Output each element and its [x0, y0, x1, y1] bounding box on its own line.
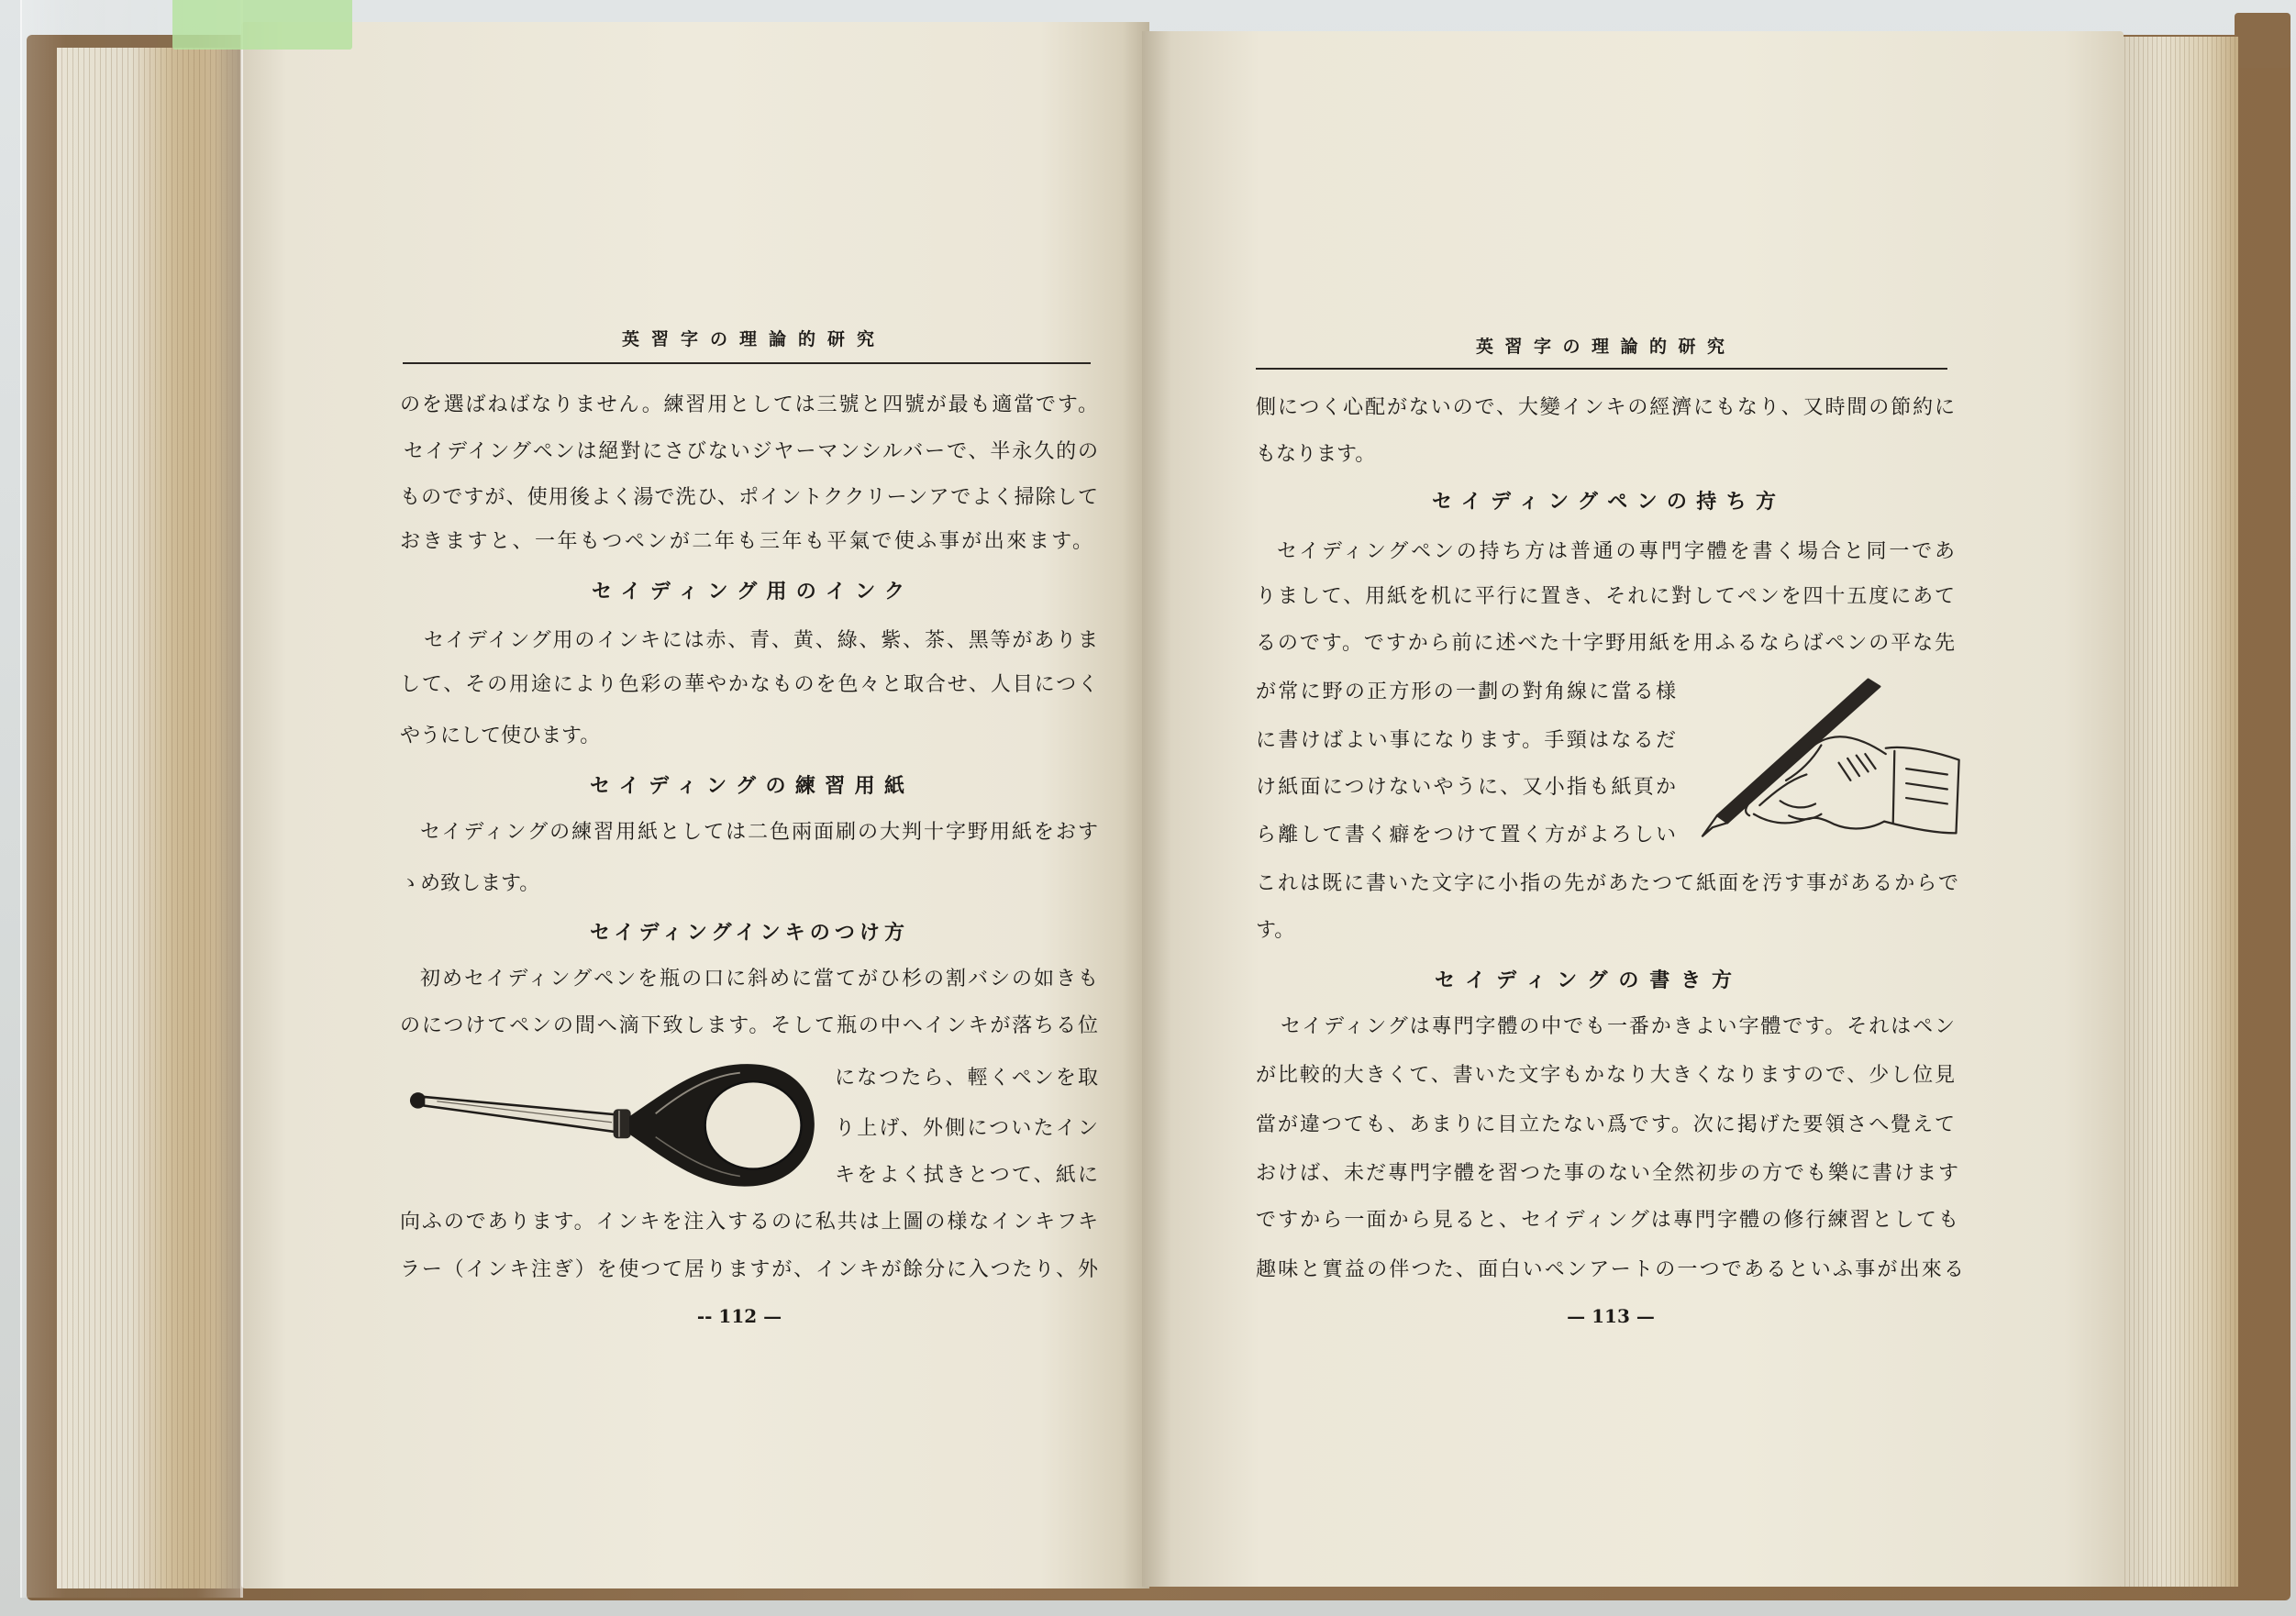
body-line: して、その用途により色彩の華やかなものを色々と取合せ、人目につく: [400, 673, 1098, 696]
section-heading: セイディングの練習用紙: [590, 774, 904, 798]
body-line: け紙面につけないやうに、又小指も紙頁か: [1256, 776, 1676, 799]
section-heading: セイディングペンの持ち方: [1432, 490, 1776, 514]
body-line: ら離して書く癖をつけて置く方がよろしい: [1256, 824, 1676, 847]
body-line: り上げ、外側についたイン: [835, 1117, 1098, 1140]
body-line: になつたら、輕くペンを取: [835, 1067, 1098, 1090]
running-head: 英習字の理論的研究: [622, 329, 874, 349]
hand-holding-pen-icon: [1698, 678, 1962, 849]
book-cover-corner: [2235, 13, 2290, 68]
body-line: 側につく心配がないので、大變インキの經濟にもなり、又時間の節約に: [1256, 396, 1955, 419]
sticky-tab: [172, 0, 352, 50]
plastic-sleeve: [20, 0, 243, 1598]
body-line: 趣味と實益の伴つた、面白いペンアートの一つであるといふ事が出來る: [1256, 1258, 1964, 1281]
header-rule: [403, 362, 1091, 364]
ink-filler-icon: [407, 1061, 816, 1192]
body-line: おきますと、一年もつペンが二年も三年も平氣で使ふ事が出來ます。: [400, 530, 1093, 553]
body-line: に書けばよい事になります。手頸はなるだ: [1256, 729, 1676, 752]
body-line: 初めセイディングペンを瓶の口に斜めに當てがひ杉の割バシの如きも: [420, 968, 1098, 991]
body-line: のを選ばねばなりません。練習用としては三號と四號が最も適當です。: [400, 393, 1098, 416]
body-line: が常に野の正方形の一劃の對角線に當る様: [1256, 681, 1676, 703]
body-line: セイディングペンの持ち方は普通の專門字體を書く場合と同一であ: [1277, 540, 1955, 563]
body-line: が比較的大きくて、書いた文字もかなり大きくなりますので、少し位見: [1256, 1064, 1955, 1087]
body-line: これは既に書いた文字に小指の先があたつて紙面を汚す事があるからで: [1256, 872, 1958, 895]
running-head: 英習字の理論的研究: [1476, 337, 1725, 357]
page-number: — 113 —: [1567, 1305, 1655, 1327]
body-line: ゝめ致します。: [400, 872, 540, 895]
page-number: -- 112 —: [696, 1305, 782, 1327]
header-rule: [1256, 368, 1947, 370]
left-page: [241, 22, 1149, 1588]
section-heading: セイディングの書き方: [1435, 968, 1732, 992]
body-line: のにつけてペンの間へ滴下致します。そして瓶の中へインキが落ちる位: [400, 1014, 1098, 1037]
body-line: 向ふのであります。インキを注入するのに私共は上圖の様なインキフキ: [400, 1211, 1098, 1234]
body-line: セイデイングペンは絕對にさびないジヤーマンシルバーで、半永久的の: [404, 440, 1098, 463]
body-line: ものですが、使用後よく湯で洗ひ、ポイントククリーンアでよく掃除して: [400, 486, 1098, 509]
body-line: 當が違つても、あまりに目立たない爲です。次に掲げた要領さへ覺えて: [1256, 1113, 1955, 1136]
body-line: す。: [1256, 919, 1295, 942]
body-line: やうにして使ひます。: [400, 725, 601, 747]
body-line: おけば、未だ專門字體を習つた事のない全然初步の方でも樂に書けます: [1256, 1162, 1958, 1185]
body-line: セイディングは專門字體の中でも一番かきよい字體です。それはペン: [1281, 1015, 1955, 1038]
body-line: もなります。: [1256, 443, 1376, 466]
body-line: りまして、用紙を机に平行に置き、それに對してペンを四十五度にあて: [1256, 585, 1955, 608]
right-page: [1142, 31, 2124, 1587]
body-line: セイデイング用のインキには赤、青、黄、綠、紫、茶、黑等がありま: [424, 629, 1098, 652]
body-line: ですから一面から見ると、セイディングは專門字體の修行練習としても: [1256, 1209, 1958, 1232]
body-line: キをよく拭きとつて、紙に: [835, 1164, 1098, 1187]
body-line: ラー（インキ注ぎ）を使つて居りますが、インキが餘分に入つたり、外: [400, 1258, 1098, 1281]
right-page-edges: [2121, 37, 2238, 1587]
body-line: セイディングの練習用紙としては二色兩面刷の大判十字野用紙をおす: [420, 821, 1098, 844]
section-heading: セイディング用のインク: [592, 580, 904, 603]
section-heading: セイディングインキのつけ方: [590, 921, 904, 945]
body-line: るのです。ですから前に述べた十字野用紙を用ふるならばペンの平な先: [1256, 632, 1955, 655]
